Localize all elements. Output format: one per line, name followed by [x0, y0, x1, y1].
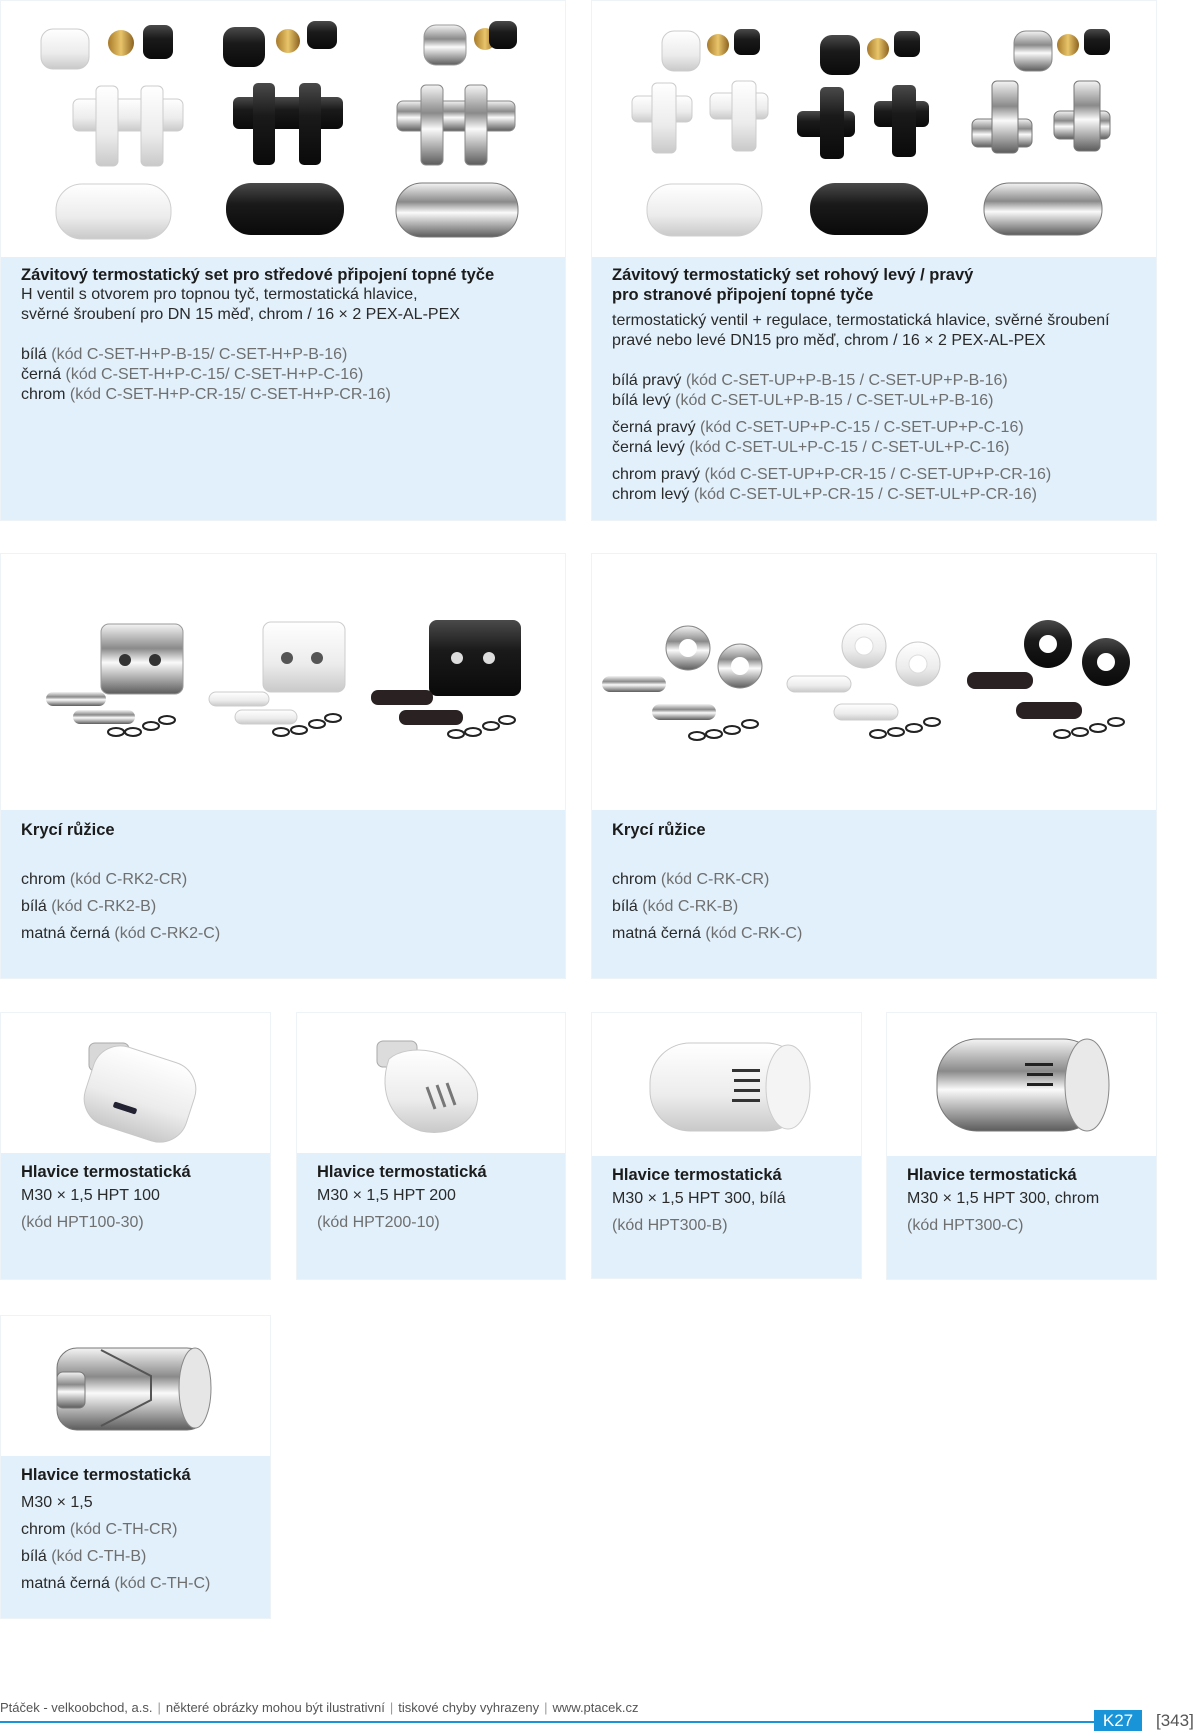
product-image-rosette-plate	[1, 554, 565, 812]
product-card-hpt300-white	[591, 1012, 862, 1279]
footer-company: Ptáček - velkoobchod, a.s.	[0, 1700, 153, 1715]
variant-code: (kód C-TH-C)	[114, 1575, 211, 1592]
product-title: Hlavice termostatická	[612, 1166, 782, 1184]
variant-code: (kód C-RK2-B)	[51, 898, 157, 915]
variant-line	[21, 365, 545, 385]
product-image-rosette-round	[592, 554, 1156, 812]
variant-code: (kód C-SET-UP+P-CR-15 / C-SET-UP+P-CR-16)	[704, 466, 1052, 483]
product-info-rosette-round	[592, 810, 1156, 978]
product-description: svěrné šroubení pro DN 15 měď, chrom / 16 × 2 PEX-AL-PEX	[21, 306, 460, 323]
product-info-hpt300-white	[592, 1156, 861, 1278]
variant-line	[612, 438, 1136, 458]
variant-line	[612, 371, 1136, 391]
variant-line	[21, 385, 545, 405]
variant-code: (kód C-SET-UL+P-C-15 / C-SET-UL+P-C-16)	[689, 439, 1010, 456]
product-image-hpt100	[1, 1013, 270, 1155]
variant-code: (kód C-RK-CR)	[660, 871, 770, 888]
thermostatic-head-hpt300-chrome-icon	[937, 1039, 1109, 1131]
variant-name: chrom	[21, 1521, 66, 1538]
variant-name: bílá	[21, 1548, 47, 1565]
product-spec: M30 × 1,5	[21, 1494, 93, 1511]
page-footer	[0, 1691, 1200, 1731]
product-card-hpt300-chrome	[886, 1012, 1157, 1280]
variant-name: chrom	[612, 871, 657, 888]
product-title: Závitový termostatický set rohový levý / pravý	[612, 266, 974, 284]
variant-name: bílá	[612, 898, 638, 915]
product-image-hpt200	[297, 1013, 565, 1155]
product-description: termostatický ventil + regulace, termostatická hlavice, svěrné šroubení	[612, 312, 1110, 329]
variant-line	[612, 391, 1136, 411]
variant-name: bílá levý	[612, 392, 671, 409]
product-title: Krycí růžice	[612, 821, 706, 839]
variant-line	[21, 1516, 250, 1543]
rosette-round-white-icon	[787, 624, 940, 738]
page-number: [343]	[1156, 1711, 1194, 1730]
product-info-hpt100	[1, 1153, 270, 1279]
product-card-th	[0, 1315, 271, 1619]
variant-name: bílá pravý	[612, 372, 682, 389]
footer-rule	[0, 1721, 1094, 1723]
variant-name: matná černá	[612, 925, 701, 942]
section-badge: K27	[1094, 1710, 1142, 1731]
product-title: pro stranové připojení topné tyče	[612, 286, 874, 304]
product-info-hpt300-chrome	[887, 1156, 1156, 1279]
variant-code: (kód C-SET-H+P-C-15/ C-SET-H+P-C-16)	[65, 366, 364, 383]
variant-code: (kód C-RK2-CR)	[69, 871, 188, 888]
product-card-rosette-plate	[0, 553, 566, 979]
variant-line	[21, 1543, 250, 1570]
variant-line	[612, 920, 1136, 947]
variant-name: chrom levý	[612, 486, 690, 503]
variant-code: (kód C-SET-H+P-B-15/ C-SET-H+P-B-16)	[51, 346, 348, 363]
rosette-plate-black-icon	[371, 620, 521, 738]
variant-name: chrom pravý	[612, 466, 701, 483]
thermostatic-head-hpt200-icon	[377, 1041, 478, 1132]
product-description: pravé nebo levé DN15 pro měď, chrom / 16 × 2 PEX-AL-PEX	[612, 332, 1046, 349]
thermostatic-head-hpt100-icon	[77, 1039, 203, 1150]
footer-note: některé obrázky mohou být ilustrativní	[165, 1700, 385, 1715]
product-card-set-center	[0, 0, 566, 521]
footer-separator: |	[389, 1700, 394, 1715]
product-code: (kód HPT100-30)	[21, 1214, 144, 1231]
variant-line	[612, 893, 1136, 920]
variant-code: (kód C-RK-B)	[642, 898, 739, 915]
valve-set-chrome-icon	[396, 21, 518, 237]
product-card-hpt200	[296, 1012, 566, 1280]
variant-line	[21, 345, 545, 365]
variant-name: chrom	[21, 386, 66, 403]
product-card-rosette-round	[591, 553, 1157, 979]
rosette-plate-white-icon	[209, 622, 345, 736]
product-code: (kód HPT200-10)	[317, 1214, 440, 1231]
variant-code: (kód C-SET-UL+P-B-15 / C-SET-UL+P-B-16)	[675, 392, 994, 409]
variant-name: matná černá	[21, 925, 110, 942]
variant-code: (kód C-SET-UL+P-CR-15 / C-SET-UL+P-CR-16)	[693, 486, 1037, 503]
variant-name: černá pravý	[612, 419, 696, 436]
product-info-rosette-plate	[1, 810, 565, 978]
corner-valve-set-white-icon	[632, 29, 768, 236]
product-info-hpt200	[297, 1153, 565, 1279]
product-spec: M30 × 1,5 HPT 300, chrom	[907, 1190, 1100, 1207]
variant-line	[612, 866, 1136, 893]
variant-code: (kód C-TH-B)	[51, 1548, 147, 1565]
thermostatic-head-hpt300-white-icon	[650, 1043, 810, 1131]
product-info-th	[1, 1456, 270, 1618]
variant-code: (kód C-SET-UP+P-C-15 / C-SET-UP+P-C-16)	[700, 419, 1024, 436]
product-description: H ventil s otvorem pro topnou tyč, termostatická hlavice,	[21, 286, 418, 303]
variant-line	[21, 866, 545, 893]
valve-set-white-icon	[41, 25, 183, 239]
variant-line	[21, 1570, 250, 1597]
variant-line	[21, 920, 545, 947]
product-title: Hlavice termostatická	[907, 1166, 1077, 1184]
variant-name: černá levý	[612, 439, 685, 456]
product-spec: M30 × 1,5 HPT 200	[317, 1187, 456, 1204]
product-title: Krycí růžice	[21, 821, 115, 839]
variant-name: chrom	[21, 871, 66, 888]
product-spec: M30 × 1,5 HPT 300, bílá	[612, 1190, 786, 1207]
variant-code: (kód C-RK2-C)	[114, 925, 221, 942]
product-code: (kód HPT300-B)	[612, 1217, 728, 1234]
product-image-th	[1, 1316, 270, 1458]
variant-line	[21, 893, 545, 920]
product-title: Závitový termostatický set pro středové připojení topné tyče	[21, 266, 495, 284]
footer-text	[0, 1700, 638, 1715]
rosette-round-black-icon	[967, 620, 1130, 738]
variant-code: (kód C-RK-C)	[705, 925, 803, 942]
footer-website-link[interactable]: www.ptacek.cz	[552, 1700, 639, 1715]
variant-line	[612, 465, 1136, 485]
variant-name: matná černá	[21, 1575, 110, 1592]
footer-separator: |	[544, 1700, 548, 1715]
product-image-set-corner	[592, 1, 1156, 259]
product-spec: M30 × 1,5 HPT 100	[21, 1187, 160, 1204]
variant-code: (kód C-TH-CR)	[69, 1521, 178, 1538]
rosette-round-chrome-icon	[602, 626, 762, 740]
variant-name: bílá	[21, 346, 47, 363]
variant-name: bílá	[21, 898, 47, 915]
thermostatic-head-th-chrome-icon	[57, 1348, 211, 1430]
product-title: Hlavice termostatická	[317, 1163, 487, 1181]
product-image-hpt300-chrome	[887, 1013, 1156, 1158]
corner-valve-set-black-icon	[797, 31, 929, 235]
product-image-set-center	[1, 1, 565, 259]
footer-note: tiskové chyby vyhrazeny	[398, 1700, 540, 1715]
product-card-hpt100	[0, 1012, 271, 1280]
product-info-set-center	[1, 257, 565, 520]
variant-name: černá	[21, 366, 62, 383]
variant-code: (kód C-SET-H+P-CR-15/ C-SET-H+P-CR-16)	[69, 386, 391, 403]
variant-line	[612, 418, 1136, 438]
product-code: (kód HPT300-C)	[907, 1217, 1024, 1234]
product-info-set-corner	[592, 257, 1156, 520]
variant-line	[612, 485, 1136, 505]
valve-set-black-icon	[223, 21, 344, 235]
product-title: Hlavice termostatická	[21, 1163, 191, 1181]
product-card-set-corner	[591, 0, 1157, 521]
rosette-plate-chrome-icon	[46, 624, 183, 736]
product-image-hpt300-white	[592, 1013, 861, 1158]
product-title: Hlavice termostatická	[21, 1466, 191, 1484]
corner-valve-set-chrome-icon	[972, 29, 1110, 235]
footer-separator: |	[157, 1700, 161, 1715]
variant-code: (kód C-SET-UP+P-B-15 / C-SET-UP+P-B-16)	[685, 372, 1008, 389]
